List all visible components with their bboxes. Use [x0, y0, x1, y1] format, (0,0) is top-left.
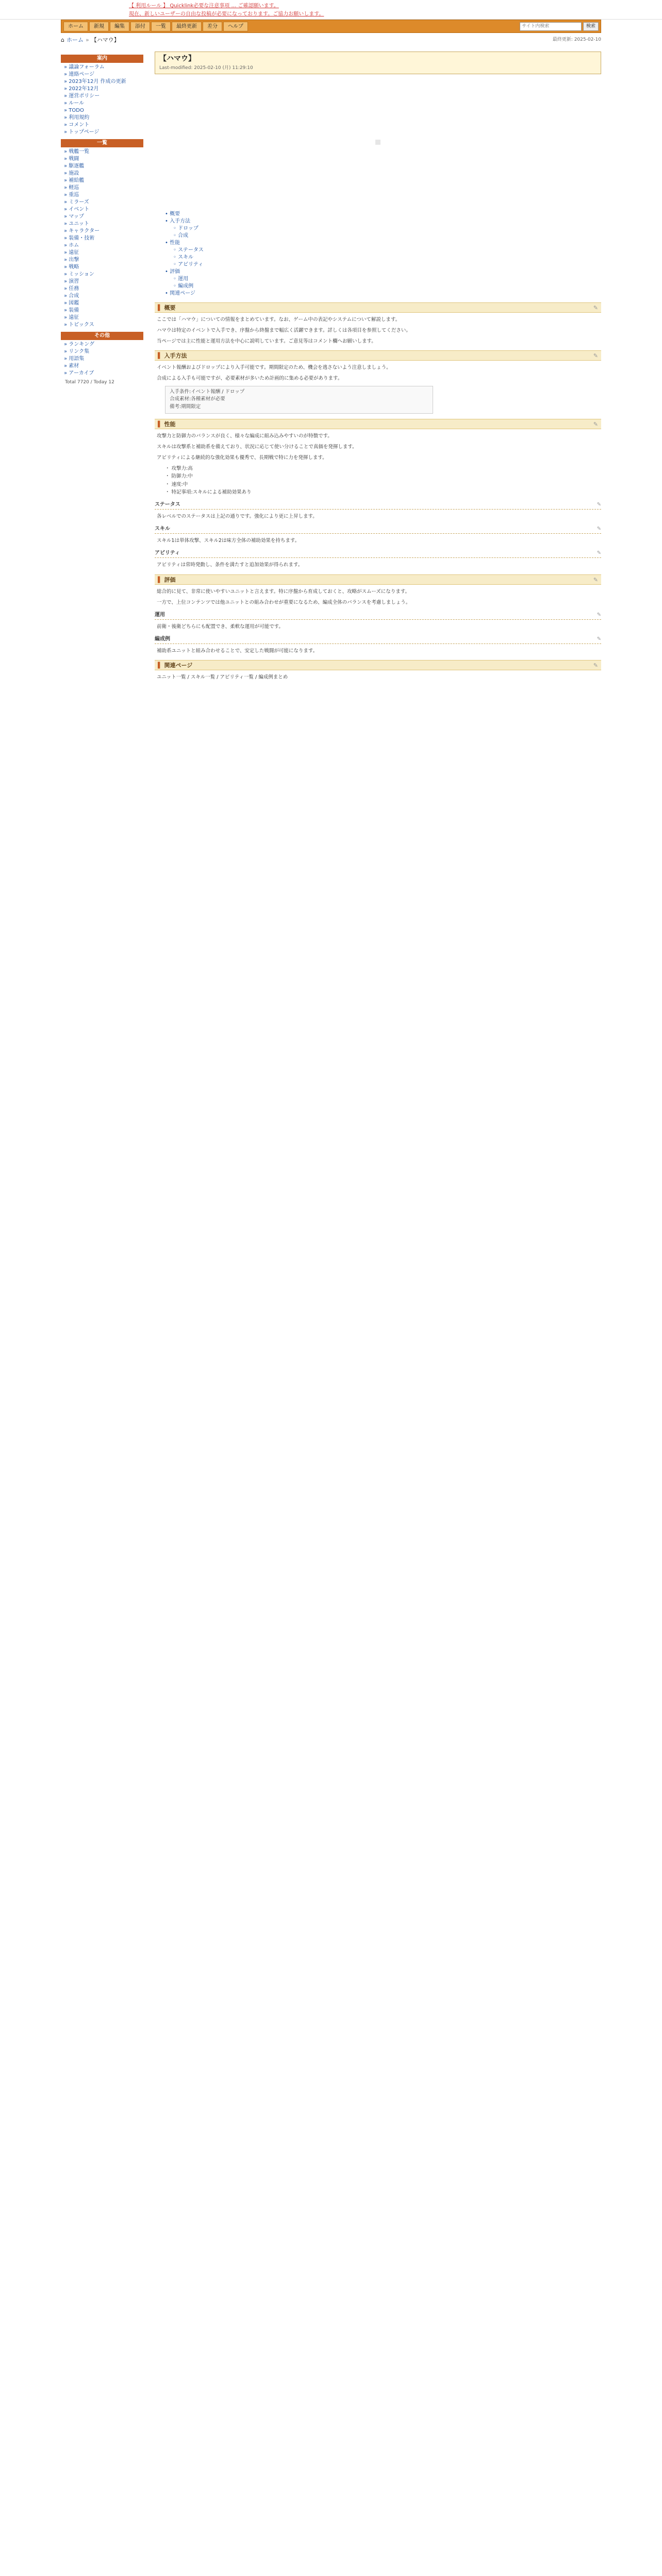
- main-content: [155, 52, 601, 682]
- paragraph: スキル1は単体攻撃、スキル2は味方全体の補助効果を持ちます。: [157, 538, 300, 544]
- subsection-heading: [155, 635, 601, 644]
- sidebar-item[interactable]: » マップ: [64, 214, 84, 219]
- section-heading: [155, 574, 601, 585]
- sidebar-item[interactable]: » 運営ポリシー: [64, 93, 100, 99]
- section-title: 入手方法: [164, 352, 187, 360]
- page-title-box: [155, 52, 601, 74]
- section-title: 評価: [164, 576, 176, 583]
- ad-placeholder: [375, 140, 380, 145]
- paragraph: 合成による入手も可能ですが、必要素材が多いため計画的に集める必要があります。: [157, 376, 343, 382]
- heading-marker-icon: ▌: [158, 420, 162, 428]
- section-title: 概要: [164, 304, 176, 311]
- toc-item[interactable]: • 評価: [165, 268, 180, 275]
- sidebar-item[interactable]: » リンク集: [64, 349, 90, 354]
- sidebar-item[interactable]: » 戦艦一覧: [64, 149, 90, 155]
- sidebar-item[interactable]: » 合成: [64, 293, 79, 299]
- toc-item[interactable]: ◦ スキル: [173, 254, 193, 260]
- sidebar-item[interactable]: » アーカイブ: [64, 370, 94, 376]
- sidebar-item[interactable]: » 用語集: [64, 356, 85, 362]
- sidebar-item[interactable]: » 戦略: [64, 264, 79, 270]
- paragraph: ここでは「ハマウ」についての情報をまとめています。なお、ゲーム中の表記やシステムについて解説します。: [157, 316, 401, 323]
- heading-marker-icon: ▌: [158, 352, 162, 360]
- sidebar-item[interactable]: » 利用規約: [64, 115, 90, 121]
- breadcrumb-separator: »: [85, 37, 89, 44]
- paragraph: 前衛・後衛どちらにも配置でき、柔軟な運用が可能です。: [157, 623, 284, 630]
- sidebar-item[interactable]: » ミッション: [64, 272, 94, 277]
- page-meta: Last-modified: 2025-02-10 (月) 11:29:10: [159, 65, 253, 71]
- sidebar-item[interactable]: » 装備・技術: [64, 235, 95, 241]
- edit-icon[interactable]: ✎: [593, 352, 598, 360]
- toc-item[interactable]: • 概要: [165, 211, 180, 217]
- edit-icon[interactable]: ✎: [597, 612, 601, 618]
- paragraph: アビリティによる継続的な強化効果も優秀で、長期戦で特に力を発揮します。: [157, 455, 327, 461]
- sidebar-item[interactable]: » 遠征: [64, 250, 79, 256]
- paragraph: ハマウは特定のイベントで入手でき、序盤から終盤まで幅広く活躍できます。詳しくは各項目を参照してください。: [157, 327, 411, 333]
- heading-marker-icon: ▌: [158, 576, 162, 583]
- subsection-title: スキル: [155, 526, 170, 532]
- last-modified-label: 最終更新: 2025-02-10: [552, 37, 601, 43]
- section-heading: [155, 660, 601, 670]
- nav-button-0[interactable]: ホーム: [63, 22, 88, 31]
- bullet-item: ・ 防御力:中: [165, 473, 193, 480]
- subsection-heading: [155, 549, 601, 558]
- section-heading: [155, 302, 601, 313]
- paragraph: 各レベルでのステータスは上記の通りです。強化により更に上昇します。: [157, 514, 318, 520]
- nav-button-2[interactable]: 編集: [110, 22, 129, 31]
- sidebar-list: [61, 341, 143, 377]
- toc-item[interactable]: ◦ ドロップ: [173, 225, 198, 231]
- top-navbar: [61, 20, 601, 33]
- sidebar-section-title: 案内: [61, 55, 143, 63]
- edit-icon[interactable]: ✎: [597, 502, 601, 508]
- heading-marker-icon: ▌: [158, 304, 162, 311]
- bullet-item: ・ 攻撃力:高: [165, 466, 193, 472]
- sidebar-item[interactable]: » 施設: [64, 171, 79, 176]
- bullet-item: ・ 特記事項:スキルによる補助効果あり: [165, 489, 252, 495]
- paragraph: アビリティは常時発動し、条件を満たすと追加効果が得られます。: [157, 562, 303, 568]
- sidebar-item[interactable]: » 補給艦: [64, 178, 85, 183]
- search-button[interactable]: 検索: [583, 22, 599, 31]
- subsection-title: 運用: [155, 612, 165, 618]
- toc-item[interactable]: • 性能: [165, 240, 180, 246]
- sidebar-item[interactable]: » 重巡: [64, 192, 79, 198]
- sidebar-item[interactable]: » 軽巡: [64, 185, 79, 191]
- section-heading: [155, 350, 601, 361]
- section-heading: [155, 419, 601, 429]
- sidebar-item[interactable]: » ユニット: [64, 221, 89, 227]
- page-title: 【ハマウ】: [159, 55, 195, 63]
- sidebar-item[interactable]: » ランキング: [64, 342, 94, 347]
- quote-line: 合成素材:各種素材が必要: [170, 396, 225, 402]
- paragraph: スキルは攻撃系と補助系を備えており、状況に応じて使い分けることで真価を発揮します。: [157, 444, 357, 450]
- toc-item[interactable]: • 入手方法: [165, 218, 191, 224]
- quote-line: 入手条件:イベント報酬 / ドロップ: [170, 388, 245, 395]
- edit-icon[interactable]: ✎: [593, 662, 598, 669]
- bullet-item: ・ 速度:中: [165, 481, 188, 487]
- sidebar-item[interactable]: » 遠征: [64, 315, 79, 320]
- breadcrumb-current: 【ハマウ】: [91, 37, 120, 44]
- search-area: [520, 22, 599, 31]
- sidebar-item[interactable]: » ルール: [64, 100, 85, 106]
- subsection-title: アビリティ: [155, 550, 180, 556]
- edit-icon[interactable]: ✎: [593, 420, 598, 428]
- subsection-title: 編成例: [155, 636, 170, 642]
- sidebar-item[interactable]: » 素材: [64, 363, 79, 369]
- table-of-contents: [155, 211, 601, 297]
- quote-line: 備考:期間限定: [170, 404, 201, 410]
- toc-item[interactable]: ◦ 合成: [173, 232, 189, 239]
- sidebar-list: [61, 64, 143, 136]
- sidebar-item[interactable]: » 2022年12月: [64, 86, 99, 92]
- sidebar-item[interactable]: » 駆逐艦: [64, 163, 85, 169]
- sidebar-list: [61, 148, 143, 329]
- notice-line-1[interactable]: 【 利用ルール 】 Quicklink必要な注意事項 … ご確認願います。: [129, 3, 279, 9]
- breadcrumb-home[interactable]: ホーム: [66, 37, 84, 44]
- toc-item[interactable]: ◦ 編成例: [173, 283, 194, 289]
- sidebar-section-title: 一覧: [61, 139, 143, 147]
- edit-icon[interactable]: ✎: [597, 526, 601, 532]
- toc-item[interactable]: • 関連ページ: [165, 290, 195, 296]
- subsection-title: ステータス: [155, 502, 180, 508]
- sidebar-item[interactable]: » 任務: [64, 286, 79, 292]
- nav-button-5[interactable]: 最終更新: [172, 22, 202, 31]
- toc-item[interactable]: ◦ 運用: [173, 276, 189, 282]
- edit-icon[interactable]: ✎: [597, 636, 601, 642]
- top-notice: [0, 0, 662, 20]
- nav-button-7[interactable]: ヘルプ: [223, 22, 248, 31]
- notice-line-2[interactable]: 現在、新しいユーザーの自由な投稿が必要になっております。ご協力お願いします。: [129, 11, 324, 17]
- edit-icon[interactable]: ✎: [593, 304, 598, 311]
- sidebar-item[interactable]: » TODO: [64, 108, 84, 113]
- home-icon[interactable]: ⌂: [61, 37, 64, 44]
- sidebar: [61, 52, 143, 388]
- paragraph: ユニット一覧 / スキル一覧 / アビリティ一覧 / 編成例まとめ: [157, 674, 288, 681]
- paragraph: 補助系ユニットと組み合わせることで、安定した戦闘が可能になります。: [157, 648, 318, 654]
- heading-marker-icon: ▌: [158, 662, 162, 669]
- access-counter: Total 7720 / Today 12: [65, 380, 114, 385]
- edit-icon[interactable]: ✎: [597, 550, 601, 556]
- bullet-list: [165, 465, 601, 496]
- breadcrumb: [61, 35, 601, 45]
- sidebar-item[interactable]: » 2023年12月 作成の更新: [64, 79, 126, 84]
- paragraph: 当ページでは主に性能と運用方法を中心に説明しています。ご意見等はコメント欄へお願いします。: [157, 338, 376, 344]
- subsection-heading: [155, 500, 601, 510]
- sidebar-section-title: その他: [61, 332, 143, 340]
- nav-button-4[interactable]: 一覧: [151, 22, 171, 31]
- search-input[interactable]: [520, 22, 582, 31]
- sidebar-item[interactable]: » 出撃: [64, 257, 79, 263]
- sidebar-item[interactable]: » 装備: [64, 308, 79, 313]
- subsection-heading: [155, 524, 601, 534]
- sidebar-item[interactable]: » ミラーズ: [64, 199, 89, 205]
- sidebar-item[interactable]: » 戦闘: [64, 156, 79, 162]
- sidebar-item[interactable]: » キャラクター: [64, 228, 100, 234]
- sidebar-item[interactable]: » 演習: [64, 279, 79, 284]
- sidebar-item[interactable]: » 図鑑: [64, 300, 79, 306]
- paragraph: イベント報酬およびドロップにより入手可能です。期間限定のため、機会を逃さないよう注意しましょう。: [157, 365, 391, 371]
- sidebar-item[interactable]: » 議論フォーラム: [64, 64, 105, 70]
- paragraph: 攻撃力と防御力のバランスが良く、様々な編成に組み込みやすいのが特徴です。: [157, 433, 333, 439]
- sidebar-item[interactable]: » 連絡ページ: [64, 72, 95, 77]
- sidebar-item[interactable]: » ホム: [64, 243, 79, 248]
- toc-item[interactable]: ◦ アビリティ: [173, 261, 204, 267]
- sidebar-item[interactable]: » コメント: [64, 122, 90, 128]
- edit-icon[interactable]: ✎: [593, 576, 598, 583]
- sidebar-item[interactable]: » トップページ: [64, 129, 100, 135]
- paragraph: 総合的に見て、非常に使いやすいユニットと言えます。特に序盤から育成しておくと、攻略がスムーズになります。: [157, 588, 410, 595]
- subsection-heading: [155, 611, 601, 620]
- section-title: 関連ページ: [164, 662, 193, 669]
- sidebar-item[interactable]: » トピックス: [64, 322, 94, 328]
- ad-area: [155, 74, 601, 211]
- nav-button-1[interactable]: 新規: [89, 22, 109, 31]
- quote-box: [165, 386, 433, 414]
- paragraph: 一方で、上位コンテンツでは他ユニットとの組み合わせが重要になるため、編成全体のバランスを考慮しましょう。: [157, 599, 411, 605]
- nav-button-6[interactable]: 差分: [203, 22, 222, 31]
- sections: [155, 302, 601, 682]
- toc-item[interactable]: ◦ ステータス: [173, 247, 204, 253]
- sidebar-item[interactable]: » イベント: [64, 207, 90, 212]
- section-title: 性能: [164, 420, 176, 428]
- nav-button-3[interactable]: 添付: [130, 22, 150, 31]
